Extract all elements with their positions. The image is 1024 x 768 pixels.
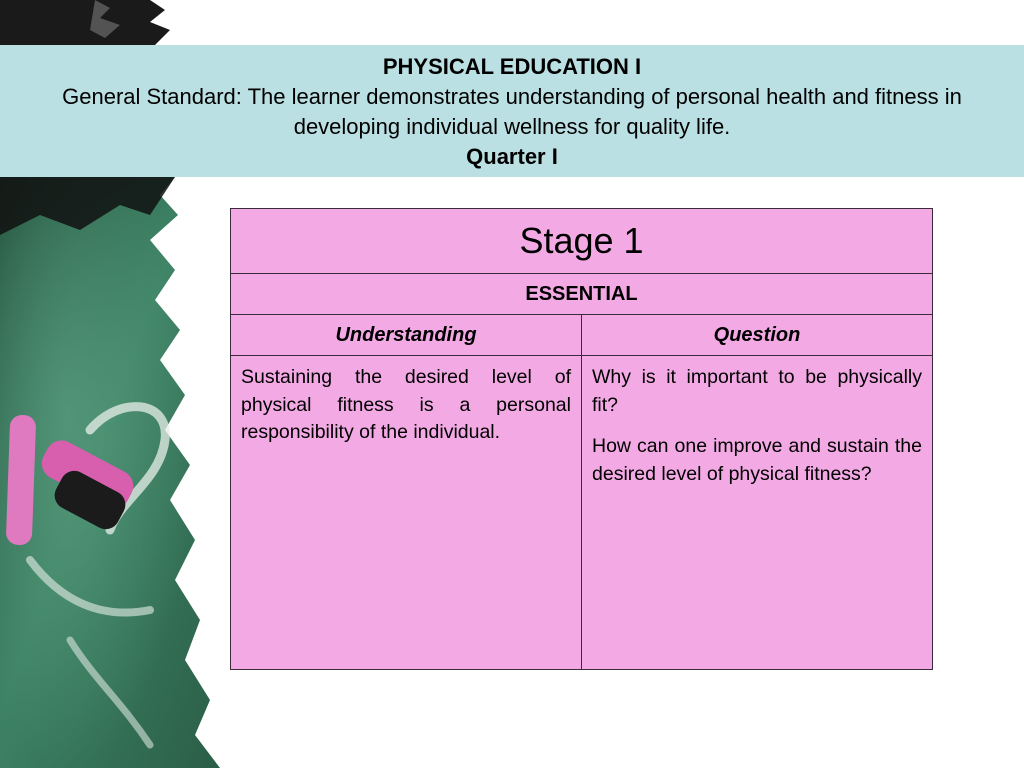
column-header-question: Question: [582, 315, 933, 356]
general-standard: General Standard: The learner demonstrates understanding of personal health and fitness in developing individual wellness for quality life.: [62, 84, 962, 139]
understanding-cell: [231, 356, 582, 670]
quarter-label: Quarter I: [466, 144, 558, 169]
understanding-text: Sustaining the desired level of physical fitness is a personal responsibility of the individual.: [241, 366, 571, 443]
stage-table: [230, 208, 933, 670]
question-text: How can one improve and sustain the desired level of physical fitness?: [592, 435, 922, 485]
course-title: PHYSICAL EDUCATION I: [382, 54, 642, 79]
question-cell: [582, 356, 933, 670]
stage-title: Stage 1: [231, 209, 933, 274]
section-title: ESSENTIAL: [231, 274, 933, 315]
column-header-understanding: Understanding: [231, 315, 582, 356]
question-text: Why is it important to be physically fit?: [592, 366, 922, 416]
header-band: [0, 45, 1024, 177]
